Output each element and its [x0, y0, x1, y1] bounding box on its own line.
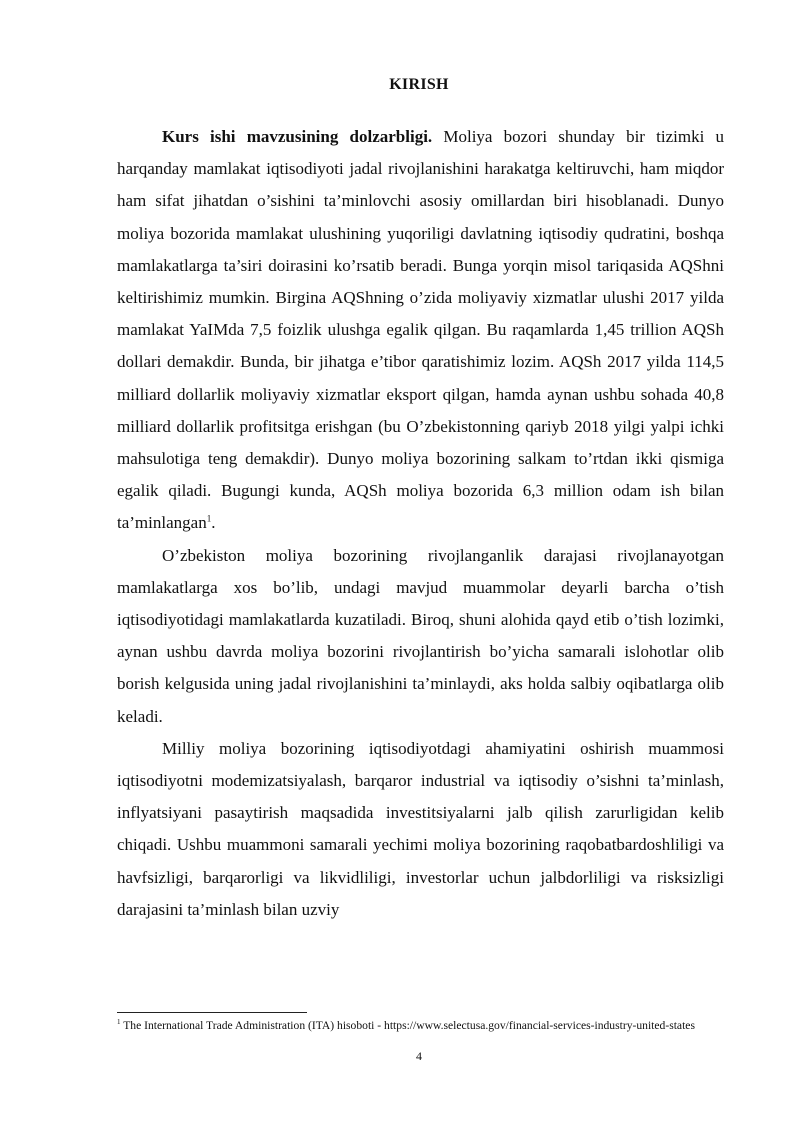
page-number: 4: [416, 1049, 422, 1063]
paragraph-3: Milliy moliya bozorining iqtisodiyotdagi ahamiyatini oshirish muammosi iqtisodiyotni modemizatsiyalash, barqaror industrial va iqtisodiy o’sishni ta’minlash, inflyatsiyani pasaytirish maqsadida investitsiyalarni jalb qilish zarurligidan kelib chiqadi. Ushbu muammoni samarali yechimi moliya bozorining raqobatbardoshliligi va havfsizligi, barqarorligi va likvidliligi, investorlar uchun jalbdorliligi va risksizligi darajasini ta’minlash bilan uzviy: [117, 738, 724, 919]
paragraph-1-text: Moliya bozori shunday bir tizimki u harqanday mamlakat iqtisodiyoti jadal rivojlanishini harakatga keltiruvchi, ham miqdor ham sifat jihatdan o’sishini ta’minlovchi asosiy omillardan biri hisoblanadi. Dunyo moliya bozorida mamlakat ulushining yuqoriligi davlatning iqtisodiy qudratini, boshqa mamlakatlarga ta’siri doirasini ko’rsatib beradi. Bunga yorqin misol tariqasida AQShni keltirishimiz mumkin. Birgina AQShning o’zida moliyaviy xizmatlar ulushi 2017 yilda mamlakat YaIMda 7,5 foizlik ulushga egalik qilgan. Bu raqamlarda 1,45 trillion AQSh dollari demakdir. Bunda, bir jihatga e’tibor qaratishimiz lozim. AQSh 2017 yilda 114,5 milliard dollarlik moliyaviy xizmatlar eksport qilgan, hamda aynan ushbu sohada 40,8 milliard dollarlik profitsitga erishgan (bu O’zbekistonning qariyb 2018 yilgi yalpi ichki mahsulotiga teng demakdir). Dunyo moliya bozorining salkam to’rtdan ikki qismiga egalik qiladi. Bugungi kunda, AQSh moliya bozorida 6,3 million odam ish bilan ta’minlangan: [117, 127, 724, 533]
footnote-marker: 1: [117, 1018, 121, 1027]
footnote-reference[interactable]: 1: [206, 513, 212, 524]
section-title: KIRISH: [389, 76, 449, 93]
body-text: [117, 121, 724, 926]
footnote-divider: [117, 1012, 307, 1013]
paragraph-lead: Kurs ishi mavzusining dolzarbligi.: [162, 127, 433, 146]
footnote: [117, 1018, 724, 1033]
footnote-text: The International Trade Administration (ITA) hisoboti - https://www.selectusa.gov/financial-services-industry-united-states: [120, 1019, 695, 1032]
paragraph-1-tail: .: [211, 513, 216, 533]
paragraph-1: [117, 121, 724, 540]
paragraph-2: O’zbekiston moliya bozorining rivojlanganlik darajasi rivojlanayotgan mamlakatlarga xos bo’lib, undagi mavjud muammolar deyarli barcha o’tish iqtisodiyotidagi mamlakatlarda kuzatiladi. Biroq, shuni alohida qayd etib o’tish lozimki, aynan ushbu davrda moliya bozorini rivojlantirish bo’yicha samarali islohotlar olib borish kelgusida uning jadal rivojlanishini ta’minlaydi, aks holda salbiy oqibatlarga olib keladi.: [117, 545, 724, 726]
